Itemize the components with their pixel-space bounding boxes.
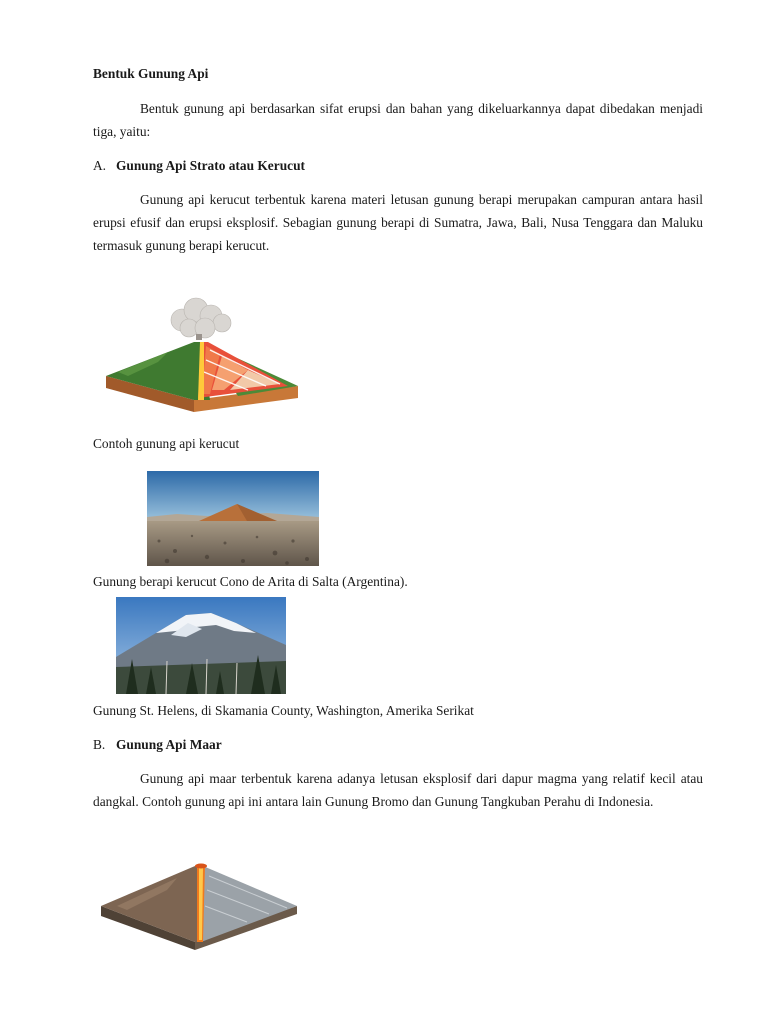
maar-volcano-diagram xyxy=(97,856,301,952)
section-b-title: Gunung Api Maar xyxy=(116,737,222,752)
section-b-heading xyxy=(93,733,222,756)
section-a-paragraph: Gunung api kerucut terbentuk karena materi letusan gunung berapi merupakan campuran antara hasil erupsi efusif dan erupsi eksplosif. Sebagian gunung berapi di Sumatra, Jawa, Bali, Nusa Tenggara dan Maluku termasuk gunung berapi kerucut. xyxy=(93,192,703,253)
caption-cono-de-arita: Gunung berapi kerucut Cono de Arita di Salta (Argentina). xyxy=(93,574,408,589)
caption-st-helens: Gunung St. Helens, di Skamania County, Washington, Amerika Serikat xyxy=(93,703,474,718)
intro-paragraph: Bentuk gunung api berdasarkan sifat erupsi dan bahan yang dikeluarkannya dapat dibedakan menjadi tiga, yaitu: xyxy=(93,101,703,139)
section-b-paragraph: Gunung api maar terbentuk karena adanya letusan eksplosif dari dapur magma yang relatif kecil atau dangkal. Contoh gunung api ini antara lain Gunung Bromo dan Gunung Tangkuban Perahu di Indonesia. xyxy=(93,771,703,809)
section-a-title: Gunung Api Strato atau Kerucut xyxy=(116,158,305,173)
photo-cono-de-arita xyxy=(147,471,319,566)
section-b-letter: B. xyxy=(93,737,106,752)
section-a-letter: A. xyxy=(93,158,107,173)
section-a-heading xyxy=(93,154,305,177)
page-title: Bentuk Gunung Api xyxy=(93,66,209,81)
caption-strato-diagram: Contoh gunung api kerucut xyxy=(93,436,240,451)
strato-volcano-diagram xyxy=(98,290,310,416)
photo-mount-st-helens xyxy=(116,597,286,694)
